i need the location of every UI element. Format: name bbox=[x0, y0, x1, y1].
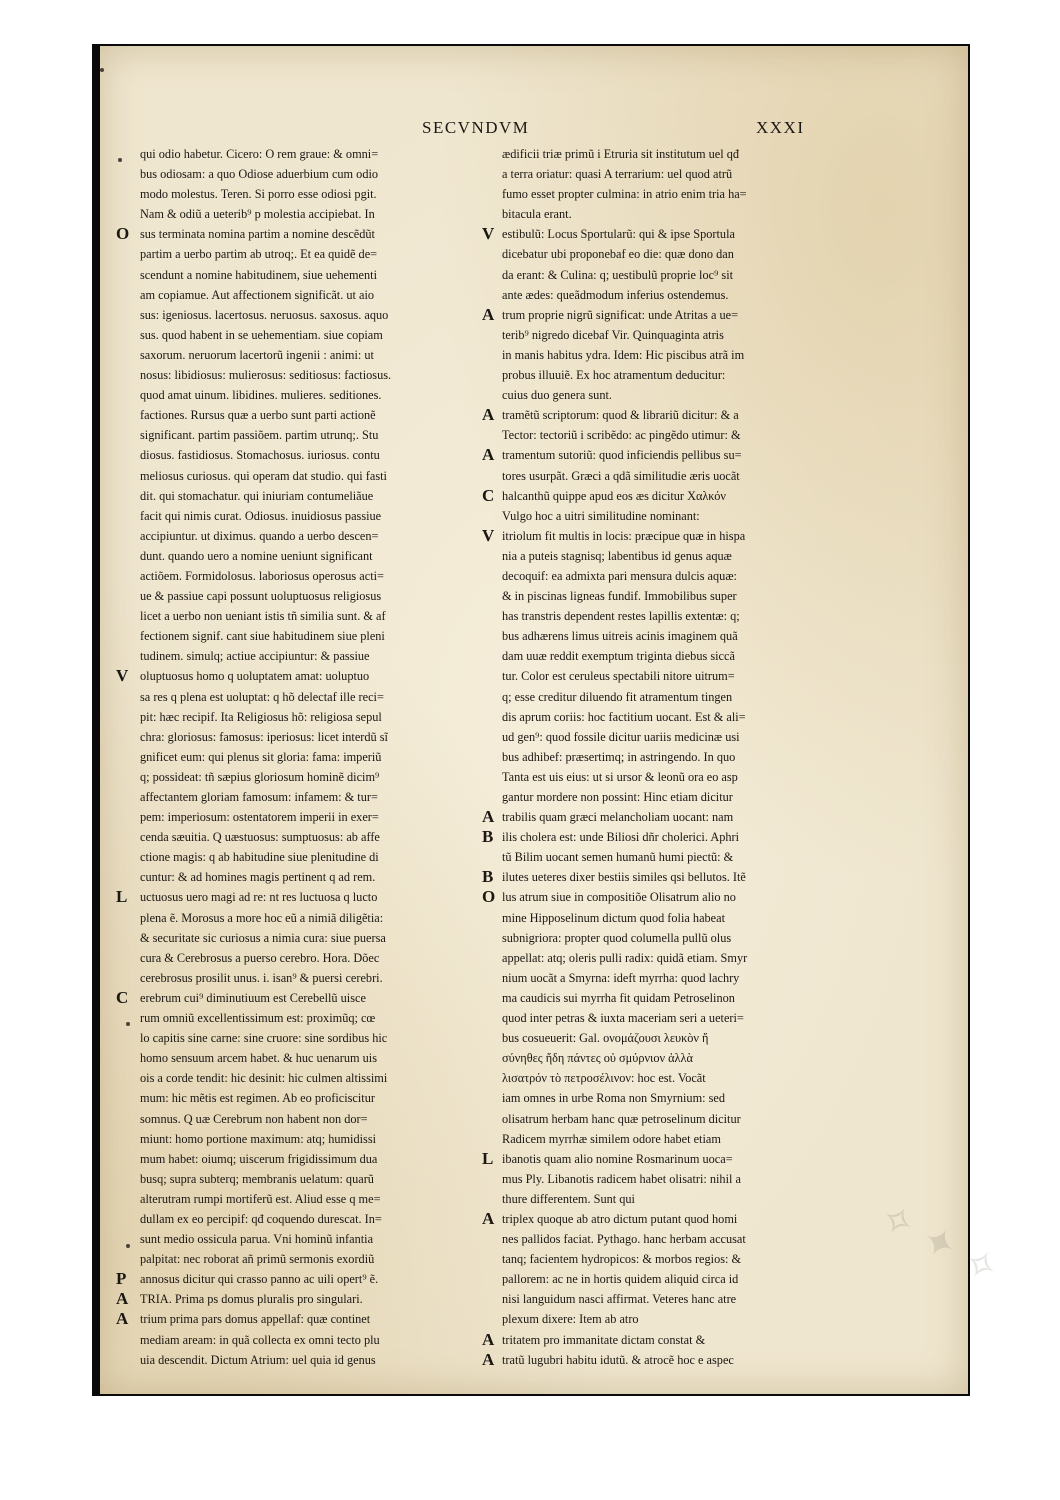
text-line bbox=[116, 887, 482, 907]
line-text: ctione magis: q ab habitudine siue plenitudine di bbox=[140, 850, 379, 865]
initial-letter: A bbox=[482, 1349, 495, 1369]
line-text: lus atrum siue in compositiõe Olisatrum alio no bbox=[502, 890, 736, 905]
text-line bbox=[502, 606, 850, 626]
text-line bbox=[140, 908, 482, 928]
text-line bbox=[502, 1008, 850, 1028]
initial-letter: A bbox=[482, 1208, 495, 1228]
text-line bbox=[140, 184, 482, 204]
line-text: subnigriora: propter quod columella pullũ olus bbox=[502, 930, 732, 945]
line-text: trabilis quam græci melancholiam uocant: nam bbox=[502, 810, 734, 825]
text-line bbox=[502, 425, 850, 445]
text-line bbox=[502, 646, 850, 666]
text-line bbox=[140, 1249, 482, 1269]
line-text: halcanthũ quippe apud eos æs dicitur Χαλκόν bbox=[502, 488, 726, 503]
initial-letter: L bbox=[482, 1148, 494, 1168]
line-text: diosus. fastidiosus. Stomachosus. iuriosus. contu bbox=[140, 448, 380, 463]
text-line bbox=[140, 827, 482, 847]
line-text: pem: imperiosum: ostentatorem imperii in exer= bbox=[140, 810, 379, 825]
line-text: nes pallidos faciat. Pythago. hanc herbam accusat bbox=[502, 1232, 746, 1247]
text-line bbox=[482, 1208, 850, 1229]
line-text: pallorem: ac ne in hortis quidem aliquid circa id bbox=[502, 1272, 739, 1287]
text-line bbox=[502, 847, 850, 867]
text-line bbox=[482, 405, 850, 425]
line-text: itriolum fit multis in locis: præcipue quæ in hispa bbox=[502, 528, 746, 543]
initial-letter: A bbox=[482, 304, 495, 324]
text-line bbox=[482, 1349, 850, 1370]
ink-dot bbox=[126, 1022, 130, 1026]
line-text: nium uocãt a Smyrna: ideft myrrha: quod lachry bbox=[502, 970, 740, 985]
line-text: mine Hipposelinum dictum quod folia habeat bbox=[502, 910, 726, 925]
line-text: dam uuæ reddit exemptum triginta diebus siccã bbox=[502, 649, 735, 664]
line-text: ibanotis quam alio nomine Rosmarinum uoca= bbox=[502, 1151, 733, 1166]
initial-letter: B bbox=[482, 867, 494, 887]
line-text: & in piscinas ligneas fundif. Immobilibus super bbox=[502, 589, 737, 604]
initial-letter: V bbox=[482, 525, 495, 545]
line-text: pit: hæc recipif. Ita Religiosus hõ: religiosa sepul bbox=[140, 709, 382, 724]
line-text: nosus: libidiosus: mulierosus: seditiosus: factiosus. bbox=[140, 368, 392, 383]
initial-letter: A bbox=[482, 1329, 495, 1349]
text-line bbox=[140, 164, 482, 184]
text-line bbox=[140, 807, 482, 827]
line-text: licet a uerbo non ueniant istis tñ similia sunt. & af bbox=[140, 609, 386, 624]
line-text: qui odio habetur. Cicero: O rem graue: & omni= bbox=[140, 147, 379, 161]
text-line bbox=[482, 304, 850, 325]
line-text: bus odiosam: a quo Odiose aduerbium cum odio bbox=[140, 167, 379, 182]
text-line bbox=[140, 727, 482, 747]
text-line bbox=[140, 144, 482, 164]
line-text: in manis habitus ydra. Idem: Hic piscibus atrã im bbox=[502, 347, 745, 362]
line-text: gnificet eum: qui plenus sit gloria: fama: imperiũ bbox=[140, 749, 382, 764]
line-text: q; esse creditur diluendo fit atramentum tingen bbox=[502, 689, 733, 704]
text-line bbox=[502, 767, 850, 787]
text-line bbox=[482, 807, 850, 827]
left-text-column bbox=[116, 144, 482, 1370]
library-stamp: ✧ ✦ ✧ bbox=[871, 1190, 1013, 1291]
text-line bbox=[140, 606, 482, 626]
text-line bbox=[140, 1149, 482, 1169]
line-text: lo capitis sine carne: sine cruore: sine sordibus hic bbox=[140, 1031, 388, 1046]
line-text: fumo esset propter culmina: in atrio enim tria ha= bbox=[502, 187, 747, 202]
text-line bbox=[482, 525, 850, 546]
line-text: uctuosus uero magi ad re: nt res luctuosa q lucto bbox=[140, 890, 378, 905]
text-line bbox=[482, 485, 850, 506]
text-line bbox=[502, 687, 850, 707]
text-line bbox=[140, 626, 482, 646]
text-line bbox=[140, 1028, 482, 1048]
line-text: mum: hic mẽtis est regimen. Ab eo proficiscitur bbox=[140, 1091, 375, 1106]
line-text: facit qui nimis curat. Odiosus. inuidiosus passiue bbox=[140, 508, 382, 523]
line-text: cerebrosus prosilit unus. i. isan⁹ & puersi cerebri. bbox=[140, 970, 383, 985]
line-text: ilis cholera est: unde Biliosi dñr cholerici. Aphri bbox=[502, 830, 740, 845]
line-text: bitacula erant. bbox=[502, 207, 572, 222]
text-line bbox=[502, 1068, 850, 1088]
text-line bbox=[502, 1028, 850, 1048]
line-text: Nam & odiũ a ueterib⁹ p molestia accipiebat. In bbox=[140, 207, 375, 222]
line-text: meliosus curiosus. qui operam dat studio. qui fasti bbox=[140, 468, 387, 483]
text-line bbox=[140, 1209, 482, 1229]
text-line bbox=[502, 626, 850, 646]
text-line bbox=[140, 787, 482, 807]
text-line bbox=[140, 345, 482, 365]
right-text-column bbox=[482, 144, 850, 1370]
text-line bbox=[502, 1088, 850, 1108]
text-line bbox=[502, 164, 850, 184]
text-line bbox=[140, 204, 482, 224]
line-text: sunt medio ossicula parua. Vni hominũ infantia bbox=[140, 1232, 374, 1247]
text-line bbox=[116, 666, 482, 686]
text-line bbox=[482, 1148, 850, 1169]
line-text: TRIA. Prima ps domus pluralis pro singulari. bbox=[140, 1292, 363, 1307]
line-text: Tector: tectoriũ i scribẽdo: ac pingẽdo utimur: & bbox=[502, 428, 741, 443]
text-line bbox=[502, 265, 850, 285]
text-line bbox=[140, 707, 482, 727]
text-line bbox=[502, 184, 850, 204]
initial-letter: O bbox=[482, 887, 496, 907]
line-text: bus cosueuerit: Gal. ονομάζουσι λευκὸν ἤ bbox=[502, 1031, 709, 1046]
text-line bbox=[140, 1350, 482, 1370]
text-line bbox=[502, 787, 850, 807]
line-text: decoquif: ea admixta pari mensura dulcis aquæ: bbox=[502, 568, 737, 583]
line-text: gantur mordere non possint: Hinc etiam dicitur bbox=[502, 790, 733, 804]
line-text: sus. quod habent in se uehementiam. siue copiam bbox=[140, 327, 383, 342]
line-text: erebrum cui⁹ diminutiuum est Cerebellũ uisce bbox=[140, 990, 366, 1005]
initial-letter: L bbox=[116, 887, 128, 907]
text-line bbox=[140, 285, 482, 305]
text-line bbox=[140, 1189, 482, 1209]
line-text: mum habet: oiumq; uiscerum frigidissimum dua bbox=[140, 1151, 378, 1166]
ink-dot bbox=[126, 1244, 130, 1248]
line-text: dullam ex eo percipif: qđ coquendo durescat. In= bbox=[140, 1211, 382, 1226]
text-line bbox=[140, 847, 482, 867]
line-text: olisatrum herbam hanc quæ petroselinum dicitur bbox=[502, 1111, 741, 1126]
line-text: bus adhærens limus uitreis acinis imaginem quã bbox=[502, 629, 738, 644]
text-line bbox=[140, 445, 482, 465]
line-text: dicebatur ubi proponebaf eo die: quæ dono dan bbox=[502, 247, 734, 262]
text-line bbox=[482, 445, 850, 465]
line-text: Vulgo hoc a uitri similitudine nominant: bbox=[502, 508, 700, 523]
line-text: palpitat: nec roborat añ primũ sermonis exordiũ bbox=[140, 1252, 375, 1267]
text-line bbox=[140, 526, 482, 546]
text-line bbox=[140, 425, 482, 445]
text-line bbox=[482, 1329, 850, 1350]
text-line bbox=[502, 204, 850, 224]
initial-letter: A bbox=[116, 1289, 129, 1309]
line-text: cenda sæuitia. Q uæstuosus: sumptuosus: ab affe bbox=[140, 830, 380, 845]
initial-letter: A bbox=[482, 405, 495, 425]
folio-number: XXXI bbox=[756, 118, 805, 137]
text-line bbox=[482, 224, 850, 244]
initial-letter: O bbox=[116, 224, 130, 244]
text-line bbox=[502, 1109, 850, 1129]
line-text: dunt. quando uero a nomine ueniunt significant bbox=[140, 548, 373, 563]
text-line bbox=[140, 385, 482, 405]
text-line bbox=[140, 466, 482, 486]
text-line bbox=[140, 566, 482, 586]
text-line bbox=[502, 747, 850, 767]
text-line bbox=[140, 546, 482, 566]
line-text: sus terminata nomina partim a nomine descẽdũt bbox=[140, 227, 375, 242]
text-line bbox=[502, 506, 850, 526]
line-text: trum proprie nigrũ significat: unde Atritas a ue= bbox=[502, 307, 739, 322]
line-text: am copiamue. Aut affectionem significãt. ut aio bbox=[140, 287, 375, 302]
text-line bbox=[140, 1088, 482, 1108]
line-text: plexum dixere: Item ab atro bbox=[502, 1312, 639, 1327]
initial-letter: A bbox=[482, 445, 495, 465]
text-line bbox=[502, 1048, 850, 1068]
line-text: annosus dicitur qui crasso panno ac uili opert⁹ ẽ. bbox=[140, 1272, 379, 1287]
running-title: SECVNDVM bbox=[422, 118, 530, 137]
line-text: cura & Cerebrosus a puerso cerebro. Hora. Dõec bbox=[140, 950, 380, 965]
line-text: bus adhibef: præsertimq; in astringendo. In quo bbox=[502, 749, 736, 764]
text-line bbox=[140, 405, 482, 425]
line-text: sus: igeniosus. lacertosus. neruosus. saxosus. aquo bbox=[140, 307, 389, 322]
line-text: dis aprum coriis: hoc factitium uocant. Est & ali= bbox=[502, 709, 746, 724]
text-line bbox=[140, 305, 482, 325]
text-line bbox=[116, 1269, 482, 1289]
line-text: ædificii triæ primũ i Etruria sit institutum uel qđ bbox=[502, 147, 740, 161]
text-line bbox=[502, 466, 850, 486]
line-text: partim a uerbo partim ab utroq;. Et ea quidẽ de= bbox=[140, 247, 378, 262]
text-line bbox=[502, 968, 850, 988]
line-text: probus illuuiẽ. Ex hoc atramentum deducitur: bbox=[502, 368, 726, 383]
line-text: mus Ply. Libanotis radicem habet olisatri: nihil a bbox=[502, 1171, 741, 1186]
line-text: quod inter petras & iuxta maceriam seri a ueteri= bbox=[502, 1011, 744, 1026]
text-line bbox=[140, 1330, 482, 1350]
line-text: thure differentem. Sunt qui bbox=[502, 1191, 635, 1206]
line-text: estibulũ: Locus Sportularũ: qui & ipse Sportula bbox=[502, 227, 735, 242]
text-line bbox=[140, 365, 482, 385]
text-line bbox=[116, 987, 482, 1008]
text-line bbox=[140, 265, 482, 285]
text-line bbox=[140, 506, 482, 526]
text-line bbox=[502, 285, 850, 305]
text-line bbox=[482, 867, 850, 887]
line-text: fectionem signif. cant siue habitudinem siue pleni bbox=[140, 629, 385, 644]
line-text: trium prima pars domus appellaf: quæ continet bbox=[140, 1312, 371, 1327]
line-text: affectantem gloriam famosum: infamem: & tur= bbox=[140, 790, 378, 804]
initial-letter: P bbox=[116, 1269, 127, 1289]
text-line bbox=[502, 1229, 850, 1249]
initial-letter: V bbox=[116, 666, 129, 686]
line-text: homo sensuum arcem habet. & huc uenarum uis bbox=[140, 1051, 377, 1066]
line-text: tur. Color est ceruleus spectabili nitore uitrum= bbox=[502, 669, 735, 684]
text-line bbox=[502, 928, 850, 948]
text-line bbox=[116, 224, 482, 244]
line-text: mediam aream: in quã collecta ex omni tecto plu bbox=[140, 1332, 380, 1347]
initial-letter: A bbox=[116, 1309, 129, 1329]
line-text: plena ẽ. Morosus a more hoc eũ a nimiã diligẽtia: bbox=[140, 910, 384, 925]
line-text: & securitate sic curiosus a nimia cura: siue puersa bbox=[140, 930, 386, 945]
line-text: tores usurpãt. Græci a qdã similitudie æris uocãt bbox=[502, 468, 740, 483]
line-text: scendunt a nomine habitudinem, siue uehementi bbox=[140, 267, 377, 282]
line-text: nia a puteis stagnisq; labentibus id genus aquæ bbox=[502, 548, 732, 563]
line-text: dit. qui stomachatur. qui iniuriam contumeliãue bbox=[140, 488, 374, 503]
line-text: Tanta est uis eius: ut si ursor & leonũ ora eo asp bbox=[502, 769, 738, 784]
line-text: nisi languidum nasci affirmat. Veteres hanc atre bbox=[502, 1292, 737, 1307]
initial-letter: A bbox=[482, 807, 495, 827]
line-text: modo molestus. Teren. Si porro esse odiosi pgit. bbox=[140, 187, 377, 202]
text-line bbox=[502, 988, 850, 1008]
line-text: ma caudicis sui myrrha fit quidam Petroselinon bbox=[502, 990, 735, 1005]
line-text: cuius duo genera sunt. bbox=[502, 388, 612, 403]
line-text: busq; supra subterq; membranis uelatum: quarũ bbox=[140, 1171, 374, 1186]
text-line bbox=[502, 727, 850, 747]
text-line bbox=[116, 1289, 482, 1309]
text-line bbox=[502, 546, 850, 566]
line-text: ud gen⁹: quod fossile dicitur uariis medicinæ usi bbox=[502, 729, 740, 744]
line-text: chra: gloriosus: famosus: iperiosus: licet interdũ sĩ bbox=[140, 729, 388, 744]
line-text: ilutes ueteres dixer bestiis similes qsi bellutos. Itẽ bbox=[502, 870, 746, 885]
text-line bbox=[502, 144, 850, 164]
ink-dot bbox=[100, 68, 104, 72]
text-line bbox=[140, 1048, 482, 1068]
initial-letter: V bbox=[482, 224, 495, 244]
line-text: oluptuosus homo q uoluptatem amat: uoluptuo bbox=[140, 669, 370, 684]
text-line bbox=[140, 646, 482, 666]
text-line bbox=[140, 928, 482, 948]
text-line bbox=[140, 948, 482, 968]
line-text: uia descendit. Dictum Atrium: uel quia id genus bbox=[140, 1352, 376, 1367]
text-line bbox=[482, 827, 850, 847]
text-line bbox=[502, 244, 850, 264]
text-line bbox=[140, 325, 482, 345]
text-line bbox=[502, 365, 850, 385]
text-line bbox=[502, 948, 850, 968]
line-text: tudinem. simulq; actiue accipiuntur: & passiue bbox=[140, 649, 370, 664]
text-line bbox=[502, 908, 850, 928]
line-text: alterutram rumpi mortiferũ est. Aliud esse q me= bbox=[140, 1191, 381, 1206]
initial-letter: B bbox=[482, 827, 494, 847]
line-text: cuntur: & ad homines magis pertinent q ad rem. bbox=[140, 870, 376, 885]
text-line bbox=[482, 887, 850, 907]
text-line bbox=[140, 1229, 482, 1249]
text-line bbox=[116, 1309, 482, 1329]
text-line bbox=[502, 1169, 850, 1189]
line-text: factiones. Rursus quæ a uerbo sunt parti actionẽ bbox=[140, 408, 376, 423]
text-line bbox=[140, 1068, 482, 1088]
line-text: appellat: atq; oleris pulli radix: quidã etiam. Smyr bbox=[502, 950, 748, 965]
line-text: ois a corde tendit: hic desinit: hic culmen altissimi bbox=[140, 1071, 388, 1086]
line-text: sa res q plena est uoluptat: q hõ delectaf ille reci= bbox=[140, 689, 384, 704]
text-line bbox=[502, 1129, 850, 1149]
line-text: quod amat uinum. libidines. mulieres. seditiones. bbox=[140, 388, 382, 403]
text-line bbox=[502, 1269, 850, 1289]
text-line bbox=[502, 1309, 850, 1329]
text-line bbox=[502, 1189, 850, 1209]
ink-dot bbox=[118, 158, 122, 162]
initial-letter: C bbox=[482, 485, 495, 505]
text-line bbox=[502, 586, 850, 606]
line-text: da erant: & Culina: q; uestibulũ proprie loc⁹ sit bbox=[502, 267, 734, 282]
text-line bbox=[140, 1169, 482, 1189]
line-text: tratũ lugubri habitu idutũ. & atrocẽ hoc e aspec bbox=[502, 1352, 734, 1367]
line-text: tramẽtũ scriptorum: quod & librariũ dicitur: & a bbox=[502, 408, 739, 423]
text-line bbox=[140, 687, 482, 707]
text-line bbox=[140, 1008, 482, 1028]
text-line bbox=[502, 666, 850, 686]
text-line bbox=[502, 566, 850, 586]
text-line bbox=[502, 385, 850, 405]
text-line bbox=[140, 1129, 482, 1149]
line-text: σύνηθες ἤδη πάντες οὐ σμύρνιον ἀλλὰ bbox=[502, 1051, 693, 1066]
line-text: λισατρόν τὸ πετροσέλινον: hoc est. Vocãt bbox=[502, 1071, 706, 1086]
text-line bbox=[140, 968, 482, 988]
line-text: tanq; facientem hydropicos: & morbos regios: & bbox=[502, 1252, 742, 1267]
text-line bbox=[502, 1249, 850, 1269]
line-text: miunt: homo portione maximum: atq; humidissi bbox=[140, 1131, 377, 1146]
line-text: saxorum. neruorum lacertorũ ingenii : animi: ut bbox=[140, 347, 374, 362]
line-text: accipiuntur. ut diximus. quando a uerbo descen= bbox=[140, 528, 379, 543]
line-text: terib⁹ nigredo dicebaf Vir. Quinquaginta atris bbox=[502, 327, 724, 342]
line-text: tramentum sutoriũ: quod inficiendis pellibus su= bbox=[502, 448, 742, 463]
line-text: tritatem pro immanitate dictam constat & bbox=[502, 1332, 706, 1347]
text-line bbox=[502, 1289, 850, 1309]
text-line bbox=[502, 345, 850, 365]
text-line bbox=[502, 707, 850, 727]
line-text: somnus. Q uæ Cerebrum non habent non dor= bbox=[140, 1111, 368, 1126]
line-text: rum omniũ excellentissimum est: proximũq; cœ bbox=[140, 1011, 376, 1026]
text-line bbox=[140, 1109, 482, 1129]
text-line bbox=[140, 767, 482, 787]
line-text: iam omnes in urbe Roma non Smyrnium: sed bbox=[502, 1091, 726, 1106]
line-text: tũ Bilim uocant semen humanũ humi piectũ: & bbox=[502, 850, 734, 865]
line-text: q; possideat: tñ sæpius gloriosum hominẽ dicim⁹ bbox=[140, 769, 380, 784]
line-text: Radicem myrrhæ similem odore habet etiam bbox=[502, 1131, 721, 1146]
line-text: ante ædes: queãdmodum inferius ostendemus. bbox=[502, 287, 729, 302]
text-line bbox=[140, 244, 482, 264]
line-text: has transtris dependent restes lapillis extentæ: q; bbox=[502, 609, 740, 624]
text-line bbox=[140, 486, 482, 506]
line-text: actiõem. Formidolosus. laboriosus operosus acti= bbox=[140, 568, 384, 583]
line-text: a terra oriatur: quasi A terrarium: uel quod atrũ bbox=[502, 167, 733, 182]
text-line bbox=[140, 747, 482, 767]
line-text: significant. partim passiõem. partim utrunq;. Stu bbox=[140, 428, 379, 443]
text-line bbox=[140, 586, 482, 606]
line-text: triplex quoque ab atro dictum putant quod homi bbox=[502, 1211, 738, 1226]
initial-letter: C bbox=[116, 987, 129, 1007]
text-line bbox=[140, 867, 482, 887]
text-line bbox=[502, 325, 850, 345]
line-text: ue & passiue capi possunt uoluptuosus religiosus bbox=[140, 589, 382, 604]
